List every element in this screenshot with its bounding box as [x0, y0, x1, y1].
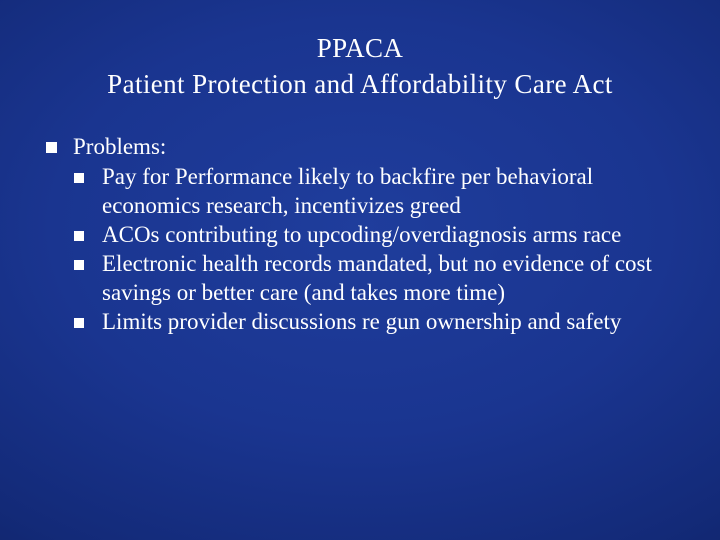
sub-bullet-acos	[73, 220, 690, 249]
square-bullet-icon	[74, 173, 84, 183]
bullet-problems	[40, 132, 690, 336]
bullet-text: Problems:	[73, 134, 167, 159]
sub-bullet-text: Pay for Performance likely to backfire per behavioral economics research, incentivizes greed	[102, 164, 594, 218]
sub-bullet-list	[73, 162, 690, 336]
title-line-1: PPACA	[316, 33, 404, 63]
square-bullet-icon	[74, 318, 84, 328]
square-bullet-icon	[46, 142, 57, 153]
square-bullet-icon	[74, 231, 84, 241]
sub-bullet-text: Electronic health records mandated, but no evidence of cost savings or better care (and takes more time)	[102, 251, 652, 305]
title-line-2: Patient Protection and Affordability Care Act	[107, 69, 613, 99]
slide-body	[40, 132, 690, 336]
sub-bullet-gun-ownership	[73, 307, 690, 336]
sub-bullet-text: ACOs contributing to upcoding/overdiagnosis arms race	[102, 222, 622, 247]
sub-bullet-pay-for-performance	[73, 162, 690, 220]
square-bullet-icon	[74, 260, 84, 270]
sub-bullet-text: Limits provider discussions re gun ownership and safety	[102, 309, 622, 334]
slide-title	[0, 30, 720, 102]
sub-bullet-electronic-health-records	[73, 249, 690, 307]
